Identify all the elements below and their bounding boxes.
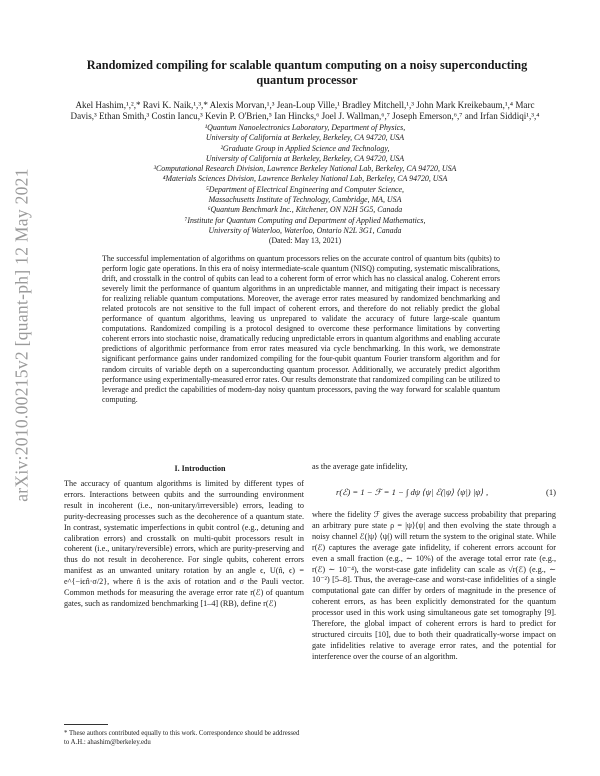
paper-title: Randomized compiling for scalable quantum computing on a noisy superconducting quantum processor <box>86 58 528 87</box>
date-line: (Dated: May 13, 2021) <box>268 236 342 246</box>
affiliation-line: Massachusetts Institute of Technology, Cambridge, MA, USA <box>208 195 402 205</box>
affiliation-line: ⁴Materials Sciences Division, Lawrence Berkeley National Lab, Berkeley, CA 94720, USA <box>162 174 448 184</box>
affiliation-line: ¹Quantum Nanoelectronics Laboratory, Department of Physics, <box>204 123 406 132</box>
author-list: Akel Hashim,¹,²,* Ravi K. Naik,¹,³,* Alexis Morvan,¹,³ Jean-Loup Ville,¹ Bradley Mitchell,¹,³ John Mark Kreikebaum,¹,⁴ Marc Davis,³ Ethan Smith,³ Costin Iancu,³ Kevin P. O'Brien,⁵ Ian Hincks,⁶ Joel J. Wallman,⁶,⁷ Joseph Emerson,⁶,⁷ and Irfan Siddiqi¹,³,⁴ <box>70 100 540 122</box>
affiliation-line: ⁵Department of Electrical Engineering and Computer Science, <box>206 184 404 194</box>
right-column-intro: as the average gate infidelity, <box>312 462 408 471</box>
affiliation-line: ⁷Institute for Quantum Computing and Department of Applied Mathematics, <box>184 215 426 225</box>
right-column-text: where the fidelity ℱ gives the average success probability that preparing an arbitrary pure state ρ = |ψ⟩⟨ψ| and then evolving the state through a noisy channel ℰ(|ψ⟩ ⟨ψ|) will return the system to the original state. While r(ℰ) captures the average gate infidelity, if coherent errors account for even a small fraction (e.g., ∼ 10%) of the average total error rate (e.g., r(ℰ) ∼ 10⁻⁴), the worst-case gate infidelity can scale as √r(ℰ) (e.g., ∼ 10⁻²) [5–8]. Thus, the average-case and worst-case infidelities of a single computational gate can differ by orders of magnitude in the presence of coherent errors, as has been explicitly demonstrated for the quantum processor used in this work using simultaneous gate set tomography [9]. Therefore, the global impact of coherent errors is hard to predict for structured circuits [10], due to both their quadratically-worse impact on gate infidelities relative to average error rates, and the potential for interference over the course of an algorithm. <box>312 510 556 661</box>
arxiv-sidebar <box>2 120 42 550</box>
left-column-text: The accuracy of quantum algorithms is limited by different types of errors. Interactions between qubits and the surrounding environment result in incoherent (i.e., non-unitary/irreversible) errors, leading to purity-decreasing processes such as the decoherence of a quantum state. In contrast, systematic imperfections in qubit control (e.g., detuning and calibration errors) and crosstalk on multi-qubit processors result in coherent (i.e., unitary/reversible) errors, which are purity-preserving and thus do not result in decoherence. For single qubits, coherent errors manifest as an unwanted unitary rotation by an angle ϵ, U(n̂, ϵ) = e^{−iϵn̂·σ/2}, where n̂ is the axis of rotation and σ the Pauli vector. Common methods for measuring the average error rate r(ℰ) of quantum gates, such as randomized benchmarking [1–4] (RB), define r(ℰ) <box>64 479 304 608</box>
equation-1 <box>312 487 556 503</box>
affiliation-line: ⁶Quantum Benchmark Inc., Kitchener, ON N2H 5G5, Canada <box>207 205 403 215</box>
affiliation-line: ²Graduate Group in Applied Science and Technology, <box>220 143 390 153</box>
affiliation-line: University of California at Berkeley, Berkeley, CA 94720, USA <box>205 133 405 143</box>
footnote-rule <box>64 724 108 725</box>
affiliation-line: University of California at Berkeley, Berkeley, CA 94720, USA <box>205 153 405 163</box>
footnote: * These authors contributed equally to this work. Correspondence should be addressed to A.H.: ahashim@berkeley.edu <box>64 730 300 746</box>
affiliation-line: University of Waterloo, Waterloo, Ontario N2L 3G1, Canada <box>208 225 402 235</box>
section-heading: I. Introduction <box>174 464 226 473</box>
arxiv-identifier: arXiv:2010.00215v2 [quant-ph] 12 May 2021 <box>11 168 32 502</box>
affiliation-line: ³Computational Research Division, Lawrence Berkeley National Lab, Berkeley, CA 94720, USA <box>153 164 457 174</box>
abstract: The successful implementation of algorithms on quantum processors relies on the accurate control of quantum bits (qubits) to perform logic gate operations. In this era of noisy intermediate-scale quantum (NISQ) computing, systematic miscalibrations, drift, and crosstalk in the control of qubits can lead to a coherent form of error which has no classical analog. Coherent errors severely limit the performance of quantum algorithms in an unpredictable manner, and mitigating their impact is necessary for realizing reliable quantum computations. Moreover, the average error rates measured by randomized benchmarking and related protocols are not sensitive to the full impact of coherent errors, and therefore do not reliably predict the global performance of quantum algorithms, leaving us unprepared to validate the accuracy of future large-scale quantum computations. Randomized compiling is a protocol designed to overcome these performance limitations by converting coherent errors into stochastic noise, dramatically reducing unpredictable errors in quantum algorithms and enabling accurate predictions of algorithmic performance from error rates measured via cycle benchmarking. In this work, we demonstrate significant performance gains under randomized compiling for the four-qubit quantum Fourier transform algorithm and for random circuits of variable depth on a superconducting quantum processor. Additionally, we accurately predict algorithm performance using experimentally-measured error rates. Our results demonstrate that randomized compiling can be utilized to leverage and predict the capabilities of modern-day noisy quantum processors, paving the way forward for scalable quantum computing. <box>102 254 500 404</box>
equation-body: r(ℰ) = 1 − ℱ = 1 − ∫ dψ ⟨ψ| ℰ(|ψ⟩ ⟨ψ|) |ψ⟩ , <box>336 487 489 497</box>
equation-number: (1) <box>545 487 556 497</box>
affiliations <box>60 123 550 247</box>
